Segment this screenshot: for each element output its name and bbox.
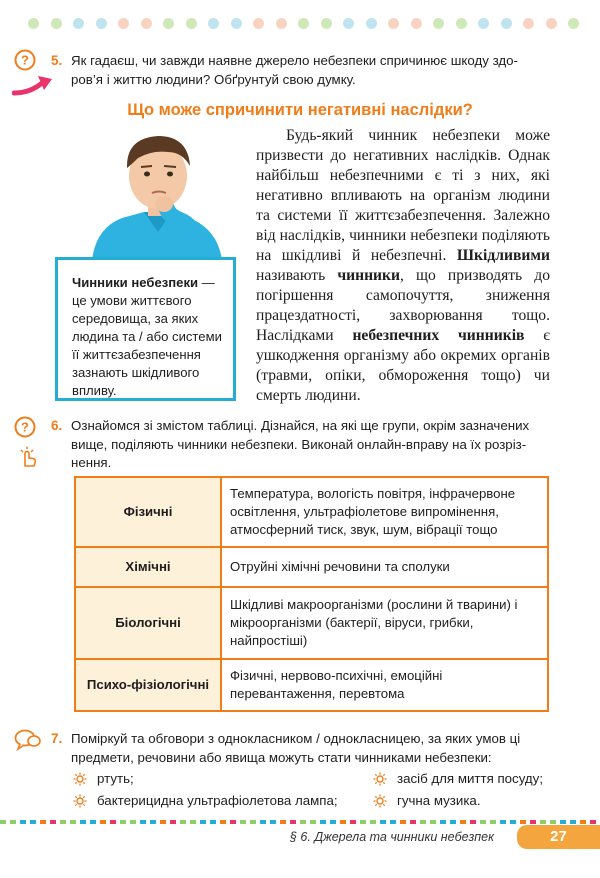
table-row xyxy=(75,477,548,547)
sun-bullet-icon xyxy=(373,772,387,786)
table-value-cell: Шкідливі макроорганізми (рослини й тварини) і мікроорганізми (бактерії, віруси, грибки, найпростіші) xyxy=(221,587,548,659)
section-heading: Що може спричинити негативні наслідки? xyxy=(127,101,473,119)
question-number: 7. xyxy=(51,731,63,746)
text-line: нення. xyxy=(71,455,112,470)
text-line: Як гадаєш, чи завжди наявне джерело небезпеки спричинює шкоду здо- xyxy=(71,53,518,68)
question-number: 5. xyxy=(51,53,63,68)
definition-box xyxy=(55,257,236,401)
text-run: є ушкодження організму або окремих органів (травми, опіки, обмороження тощо) чи смерть людини. xyxy=(256,327,550,404)
decorative-dot xyxy=(433,18,444,29)
bullet-item: гучна музика. xyxy=(397,793,481,808)
decorative-dots xyxy=(28,18,588,30)
question-6-text xyxy=(71,417,551,473)
decorative-dot xyxy=(73,18,84,29)
text-line: предмети, речовини або явища можуть стати чинниками небезпеки: xyxy=(71,749,492,765)
bullet-item: бактерицидна ультрафіолетова лампа; xyxy=(97,793,338,808)
decorative-dot xyxy=(501,18,512,29)
page-number: 27 xyxy=(517,825,600,849)
question-icon xyxy=(14,49,38,73)
bold-term: небезпечних чинників xyxy=(352,327,525,344)
text-run: називають xyxy=(256,267,338,284)
table-row xyxy=(75,659,548,711)
decorative-dot xyxy=(276,18,287,29)
decorative-dot xyxy=(253,18,264,29)
definition-text: — це умови життєвого середовища, за яких людина та / або системи її життєзабезпечення зазнають шкідливого впливу. xyxy=(72,275,222,398)
decorative-dot xyxy=(568,18,579,29)
decorative-dot xyxy=(141,18,152,29)
sun-bullet-icon xyxy=(373,794,387,808)
question-7-text xyxy=(71,730,551,767)
table-value-cell: Температура, вологість повітря, інфрачервоне освітлення, ультрафіолетове випромінення, атмосферний тиск, звук, шум, вібрації тощо xyxy=(221,477,548,547)
table-row xyxy=(75,547,548,587)
table-key-cell: Психо-фізіологічні xyxy=(75,659,221,711)
table-value-cell: Отруйні хімічні речовини та сполуки xyxy=(221,547,548,587)
bullet-item: засіб для миття посуду; xyxy=(397,771,544,786)
decorative-dot xyxy=(28,18,39,29)
main-paragraph xyxy=(256,126,550,406)
svg-text:?: ? xyxy=(21,52,29,68)
question-number: 6. xyxy=(51,418,63,433)
decorative-dot xyxy=(343,18,354,29)
arrow-icon xyxy=(12,73,54,97)
speech-bubbles-icon xyxy=(14,728,42,752)
text-line: Ознайомся зі змістом таблиці. Дізнайся, на які ще групи, окрім зазначених xyxy=(71,418,530,433)
text-line: ров’я і життю людини? Обґрунтуй свою думку. xyxy=(71,71,356,87)
table-key-cell: Біологічні xyxy=(75,587,221,659)
decorative-dot xyxy=(208,18,219,29)
decorative-dot xyxy=(366,18,377,29)
decorative-dot xyxy=(321,18,332,29)
decorative-dot xyxy=(231,18,242,29)
sun-bullet-icon xyxy=(73,772,87,786)
table-row xyxy=(75,587,548,659)
table-key-cell: Хімічні xyxy=(75,547,221,587)
decorative-dot xyxy=(186,18,197,29)
text-line: вище, поділяють чинники небезпеки. Виконай онлайн-вправу на їх розріз- xyxy=(71,436,527,452)
text-run: Будь-який чинник небезпеки може призвести до негативних наслідків. Однак найбільш небезпечними є ті з них, які негативно впливають на організм людини та системи її життєзабезпечення. Залежно від наслідків, чинники небезпеки поділяють на шкідливі й небезпечні. xyxy=(256,127,550,264)
table-value-cell: Фізичні, нервово-психічні, емоційні перевантаження, перевтома xyxy=(221,659,548,711)
text-line: Поміркуй та обговори з однокласником / однокласницею, за яких умов ці xyxy=(71,731,521,746)
decorative-dot xyxy=(118,18,129,29)
question-icon xyxy=(14,416,38,440)
bold-term: Шкідливими xyxy=(456,247,550,264)
hazard-factors-table xyxy=(74,476,549,712)
touch-hand-icon xyxy=(16,445,40,469)
footer-dashed-line xyxy=(0,820,600,824)
decorative-dot xyxy=(51,18,62,29)
decorative-dot xyxy=(96,18,107,29)
boy-illustration xyxy=(82,128,232,260)
decorative-dot xyxy=(163,18,174,29)
definition-term: Чинники небезпеки xyxy=(72,275,199,290)
table-key-cell: Фізичні xyxy=(75,477,221,547)
text-run: , що призводять до погіршення самопочуття, зниження працездатності, захворювання тощо. Наслідками xyxy=(256,267,550,344)
question-5-text xyxy=(71,52,551,89)
footer-section-title: § 6. Джерела та чинники небезпек xyxy=(290,830,495,844)
bold-term: чинники xyxy=(337,267,401,284)
svg-text:?: ? xyxy=(21,419,29,435)
decorative-dot xyxy=(523,18,534,29)
decorative-dot xyxy=(411,18,422,29)
bullet-item: ртуть; xyxy=(97,771,134,786)
decorative-dot xyxy=(546,18,557,29)
decorative-dot xyxy=(298,18,309,29)
decorative-dot xyxy=(388,18,399,29)
decorative-dot xyxy=(456,18,467,29)
sun-bullet-icon xyxy=(73,794,87,808)
decorative-dot xyxy=(478,18,489,29)
